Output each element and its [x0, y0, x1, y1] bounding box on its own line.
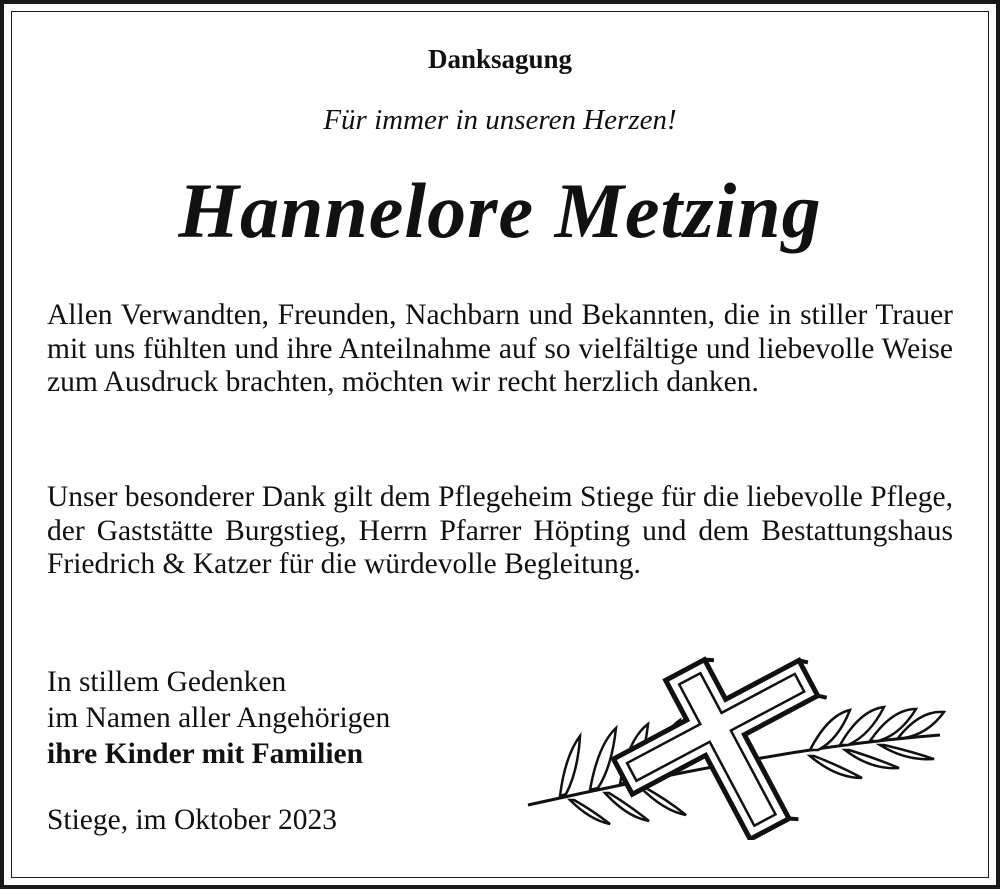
cross-with-palm-branch-icon	[520, 650, 960, 840]
closing-line: im Namen aller Angehörigen	[47, 702, 391, 734]
signature-line: ihre Kinder mit Familien	[47, 738, 364, 770]
notice-subheading: Für immer in unseren Herzen!	[323, 104, 677, 136]
deceased-name: Hannelore Metzing	[178, 167, 822, 254]
closing-block	[47, 664, 390, 772]
place-and-date: Stiege, im Oktober 2023	[47, 804, 338, 836]
notice-heading: Danksagung	[427, 44, 573, 74]
thanks-paragraph: Allen Verwandten, Freunden, Nachbarn und Bekannten, die in stiller Trauer mit uns fühlten und ihre Anteilnahme auf so vielfältige und liebevolle Weise zum Ausdruck brachten, möchten wir recht herzlich danken.	[47, 299, 953, 398]
special-thanks-paragraph: Unser besonderer Dank gilt dem Pflegeheim Stiege für die liebevolle Pflege, der Gaststätte Burgstieg, Herrn Pfarrer Höpting und dem Bestattungshaus Friedrich & Katzer für die würdevolle Begleitung.	[47, 481, 953, 580]
closing-line: In stillem Gedenken	[47, 666, 287, 698]
